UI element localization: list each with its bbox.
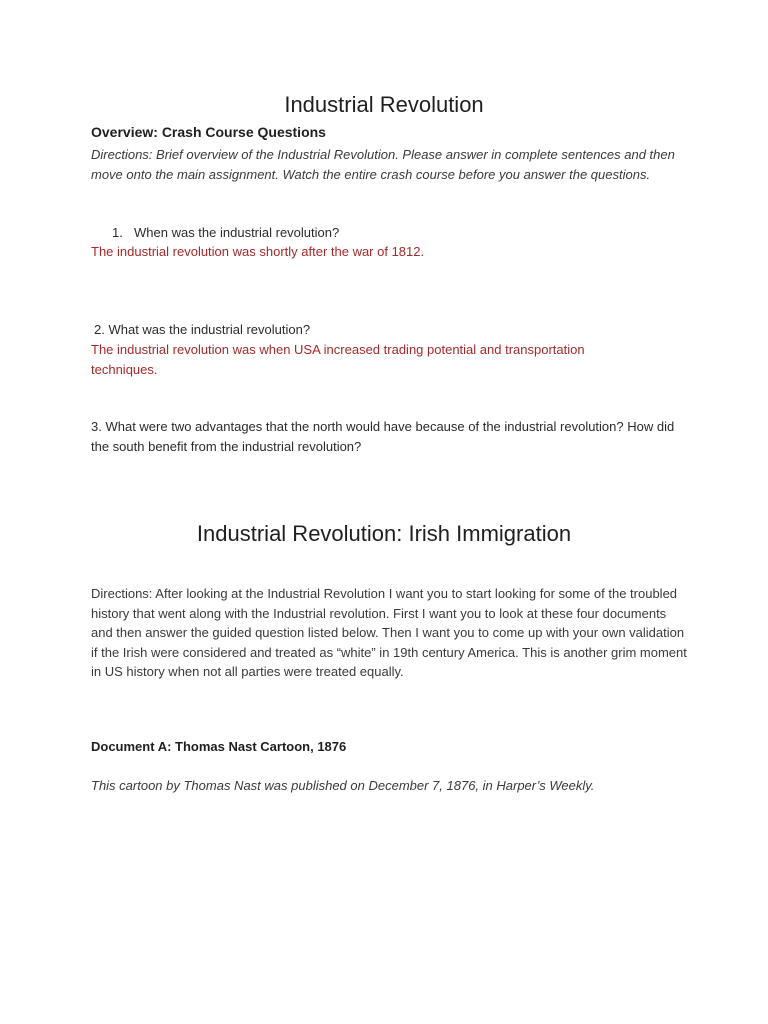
page-title: Industrial Revolution [284, 92, 484, 117]
irish-immigration-directions: Directions: After looking at the Industrial Revolution I want you to start looking for some of the troubled history that went along with the Industrial revolution. First I want you to look at these four documents and then answer the guided question listed below. Then I want you to come up with your own validation if the Irish were considered and treated as “white” in 19th century America. This is another grim moment in US history when not all parties were treated equally. [91, 586, 687, 679]
question-1 [112, 223, 339, 243]
document-a-caption: This cartoon by Thomas Nast was published on December 7, 1876, in Harper’s Weekly. [91, 778, 595, 793]
overview-directions: Directions: Brief overview of the Industrial Revolution. Please answer in complete sentences and then move onto the main assignment. Watch the entire crash course before you answer the questions. [91, 147, 675, 182]
question-1-text: When was the industrial revolution? [134, 225, 340, 240]
question-3-number: 3. [91, 419, 102, 434]
document-a-heading: Document A: Thomas Nast Cartoon, 1876 [91, 739, 347, 754]
question-3 [91, 417, 681, 456]
question-2-text: What was the industrial revolution? [108, 322, 311, 337]
question-3-text: What were two advantages that the north would have because of the industrial revolution? How did the south benefit from the industrial revolution? [91, 419, 675, 454]
answer-2: The industrial revolution was when USA increased trading potential and transportation techniques. [91, 342, 585, 377]
question-2-number: 2. [94, 322, 105, 337]
answer-1: The industrial revolution was shortly after the war of 1812. [91, 244, 425, 259]
question-1-number: 1. [112, 225, 123, 240]
overview-heading: Overview: Crash Course Questions [91, 124, 326, 140]
section-2-title: Industrial Revolution: Irish Immigration [196, 521, 572, 546]
question-2 [94, 320, 310, 340]
